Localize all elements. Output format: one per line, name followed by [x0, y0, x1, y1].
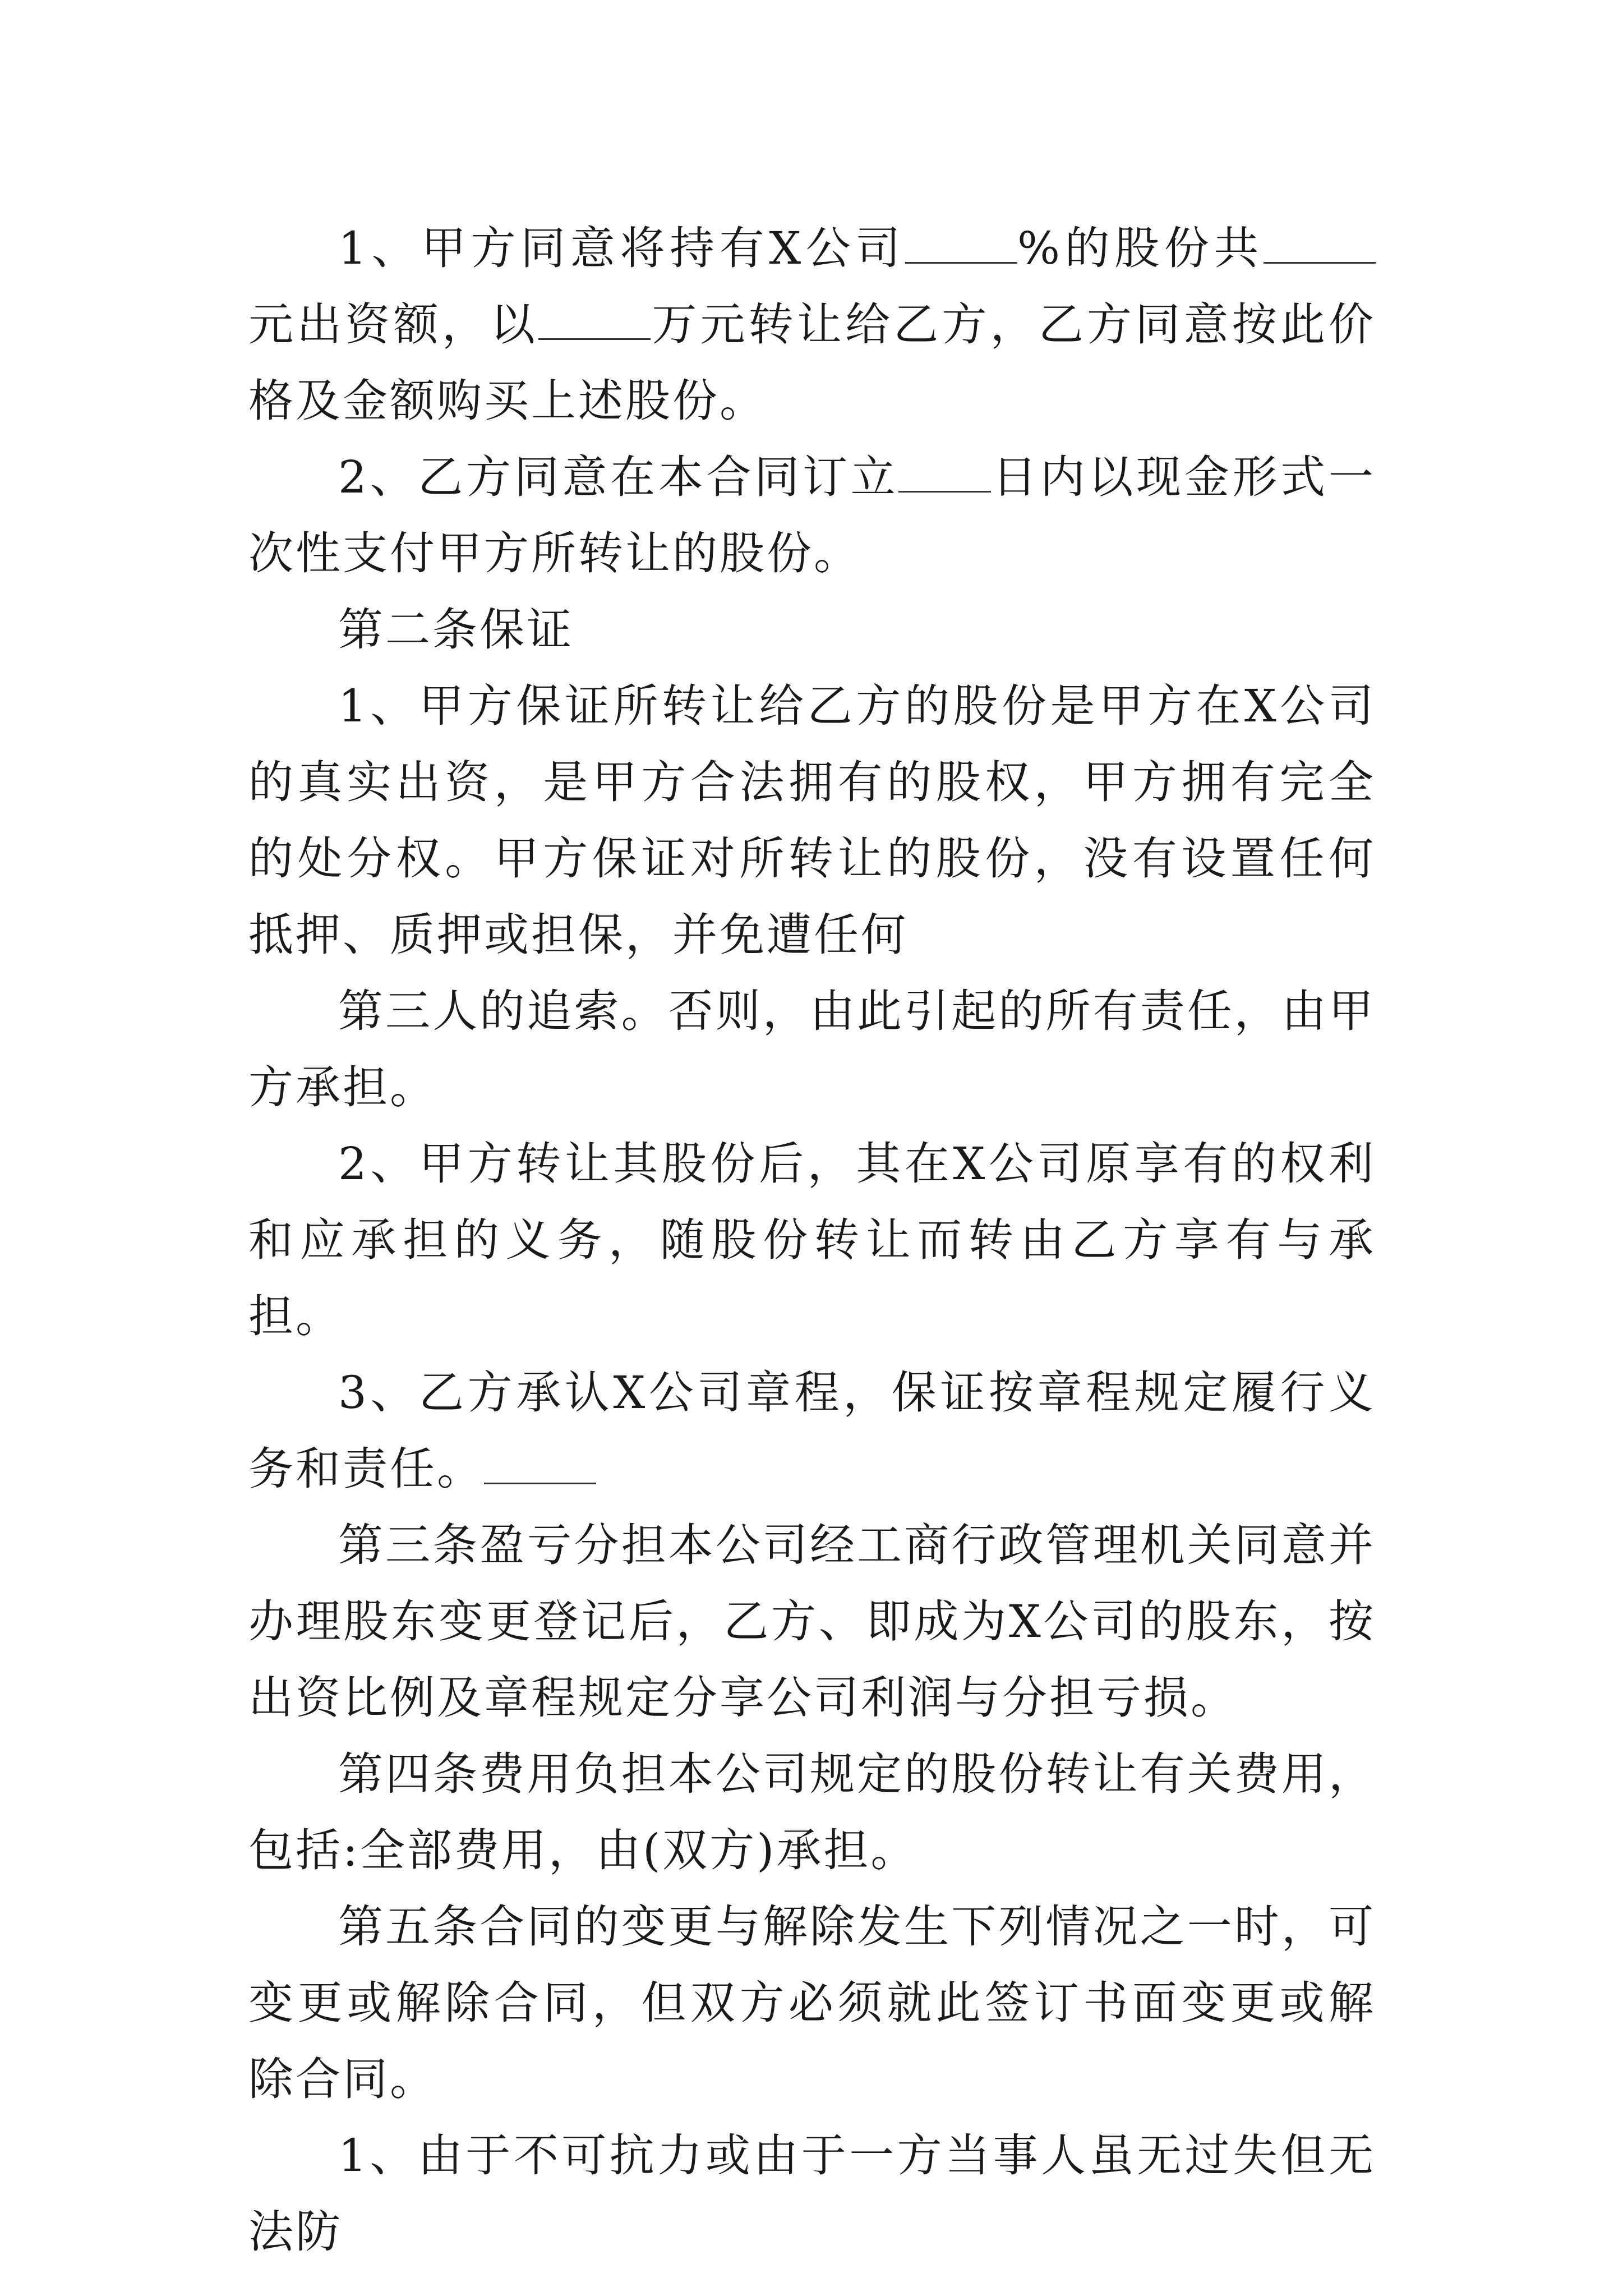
paragraph-payment-terms	[248, 439, 1376, 592]
blank-price	[538, 298, 651, 340]
document-body	[248, 210, 1376, 2270]
paragraph-warranty-2: 2、甲方转让其股份后，其在X公司原享有的权利和应承担的义务，随股份转让而转由乙方享有与承担。	[248, 1138, 1376, 1342]
blank-capital-amount	[1264, 222, 1376, 264]
text-fragment: 元出资额，以	[248, 298, 539, 351]
blank-days	[898, 450, 991, 493]
text-fragment: 2、乙方同意在本合同订立	[338, 451, 899, 503]
text-fragment: 日内以现金形式一次性支付甲方所转让的股份。	[248, 451, 1376, 579]
paragraph-warranty-3	[248, 1355, 1376, 1507]
text-fragment: %的股份共	[1017, 222, 1264, 274]
paragraph-force-majeure: 1、由于不可抗力或由于一方当事人虽无过失但无法防	[248, 2129, 1376, 2258]
heading-article-2-warranty: 第二条保证	[338, 604, 574, 656]
text-fragment: 3、乙方承认X公司章程，保证按章程规定履行义务和责任。	[248, 1366, 1376, 1495]
text-fragment: 1、甲方同意将持有X公司	[338, 222, 905, 274]
paragraph-article-5-modification: 第五条合同的变更与解除发生下列情况之一时，可变更或解除合同，但双方必须就此签订书面变更或解除合同。	[248, 1901, 1376, 2105]
paragraph-share-transfer-terms	[248, 210, 1376, 439]
paragraph-article-3-profit-loss: 第三条盈亏分担本公司经工商行政管理机关同意并办理股东变更登记后，乙方、即成为X公司的股东，按出资比例及章程规定分享公司利润与分担亏损。	[248, 1519, 1376, 1724]
blank-trailing	[484, 1442, 596, 1484]
blank-percentage	[905, 222, 1017, 264]
paragraph-warranty-1: 1、甲方保证所转让给乙方的股份是甲方在X公司的真实出资，是甲方合法拥有的股权，甲方拥有完全的处分权。甲方保证对所转让的股份，没有设置任何抵押、质押或担保，并免遭任何	[248, 680, 1376, 961]
text-fragment: 万元转让给乙方，乙方同意按此价格及金额购买上述股份。	[248, 298, 1376, 427]
paragraph-article-4-fees: 第四条费用负担本公司规定的股份转让有关费用，包括:全部费用，由(双方)承担。	[248, 1748, 1376, 1876]
paragraph-third-party-claims: 第三人的追索。否则，由此引起的所有责任，由甲方承担。	[248, 985, 1376, 1114]
